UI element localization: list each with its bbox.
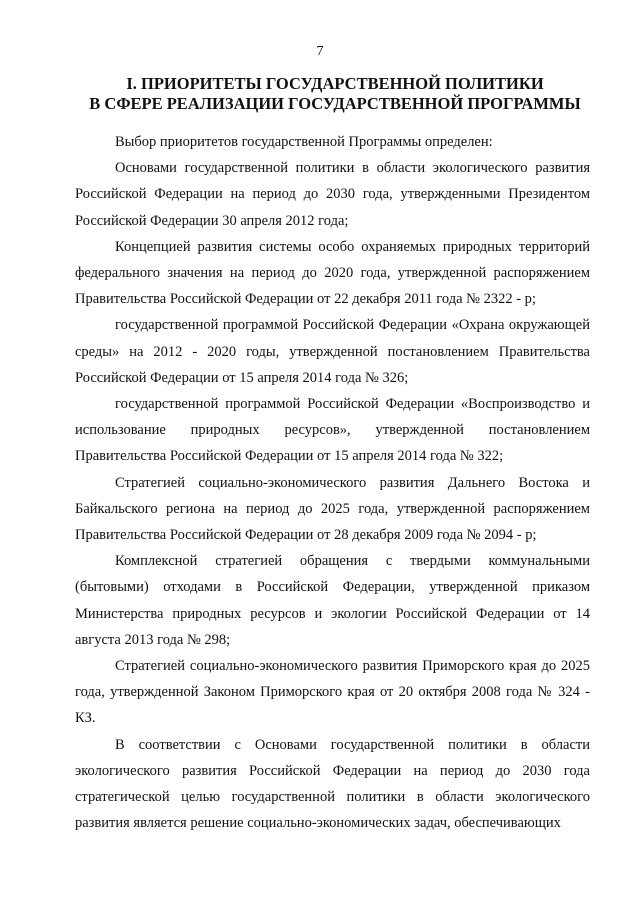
document-body <box>75 129 590 836</box>
paragraph-environment-program: государственной программой Российской Федерации «Охрана окружающей среды» на 2012 - 2020 годы, утвержденной постановлением Правительства Российской Федерации от 15 апреля 2014 года № 326; <box>75 317 590 386</box>
page-number: 7 <box>316 44 324 59</box>
paragraph-natural-resources-program: государственной программой Российской Федерации «Воспроизводство и использование природных ресурсов», утвержденной постановлением Правительства Российской Федерации от 15 апреля 2014 года № 322; <box>75 396 590 465</box>
section-heading <box>60 74 610 114</box>
section-heading-line-1: I. ПРИОРИТЕТЫ ГОСУДАРСТВЕННОЙ ПОЛИТИКИ <box>126 74 544 93</box>
paragraph-primorsky-strategy: Стратегией социально-экономического развития Приморского края до 2025 года, утвержденной Законом Приморского края от 20 октября 2008 года № 324 - КЗ. <box>75 658 590 727</box>
paragraph-strategic-goal: В соответствии с Основами государственной политики в области экологического развития Российской Федерации на период до 2030 года стратегической целью государственной политики в области экологического развития является решение социально-экономических задач, обеспечивающих <box>75 736 590 832</box>
paragraph-far-east-strategy: Стратегией социально-экономического развития Дальнего Востока и Байкальского региона на период до 2025 года, утвержденной распоряжением Правительства Российской Федерации от 28 декабря 2009 года № 2094 - р; <box>75 474 590 544</box>
paragraph-intro: Выбор приоритетов государственной Программы определен: <box>115 134 493 150</box>
section-heading-line-2: В СФЕРЕ РЕАЛИЗАЦИИ ГОСУДАРСТВЕННОЙ ПРОГРАММЫ <box>89 94 581 113</box>
paragraph-waste-strategy: Комплексной стратегией обращения с твердыми коммунальными (бытовыми) отходами в Российской Федерации, утвержденной приказом Министерства природных ресурсов и экологии Российской Федерации от 14 августа 2013 года № 298; <box>75 553 590 648</box>
paragraph-ecology-basics: Основами государственной политики в области экологического развития Российской Федерации на период до 2030 года, утвержденными Президентом Российской Федерации 30 апреля 2012 года; <box>75 160 590 229</box>
paragraph-protected-areas-concept: Концепцией развития системы особо охраняемых природных территорий федерального значения на период до 2020 года, утвержденной распоряжением Правительства Российской Федерации от 22 декабря 2011 года № 2322 - р; <box>75 238 590 308</box>
